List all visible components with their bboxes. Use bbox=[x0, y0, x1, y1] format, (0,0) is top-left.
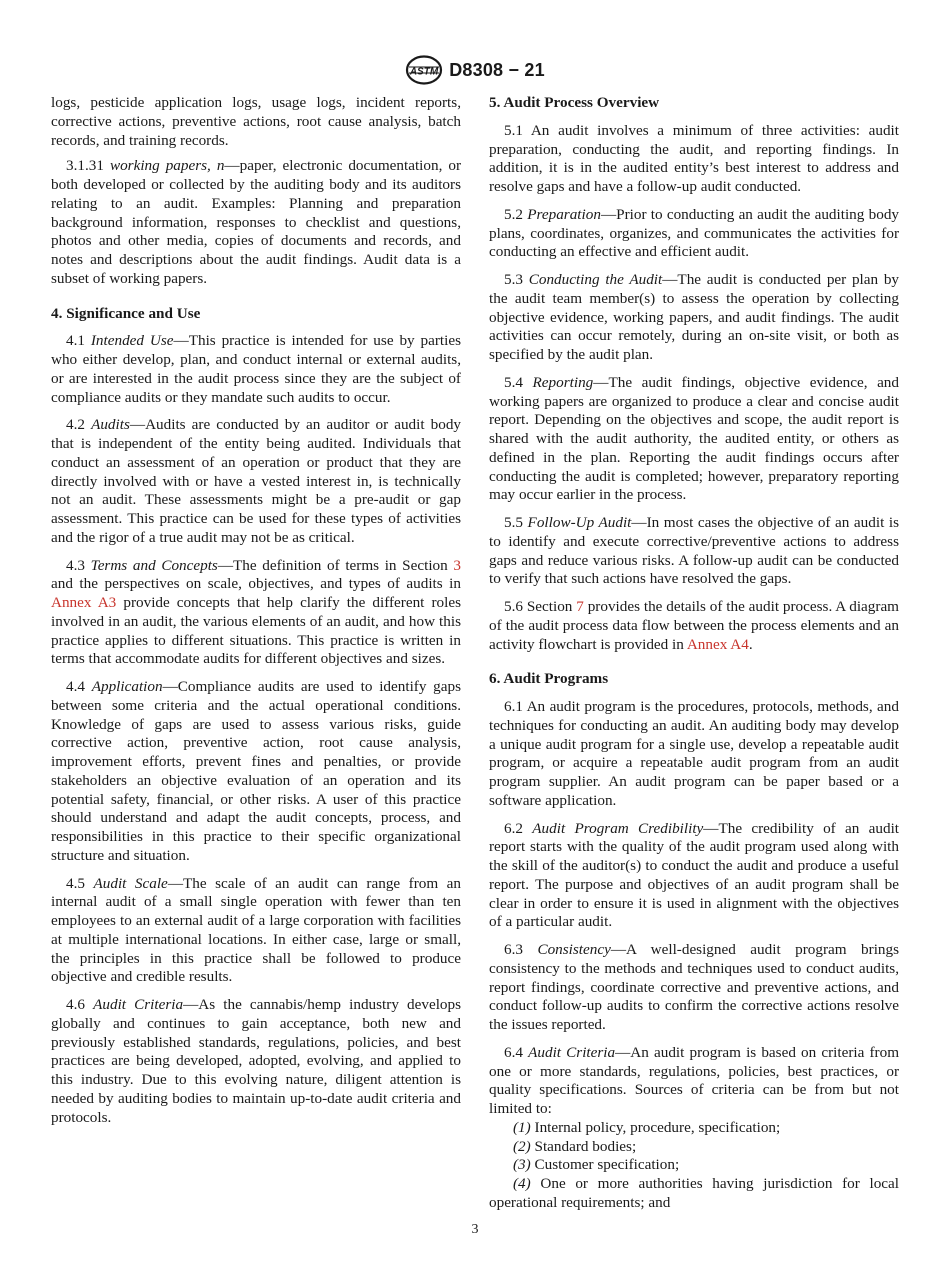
section-4-3: 4.3 Terms and Concepts—The definition of terms in Section 3 and the perspectives on scale, objectives, and types of audits in Annex A3 provide concepts that help clarify the different roles involved in an audit, the various elements of an audit, and how this practice applies to different situations. This practice is written in terms that accommodate audits for different objectives and sizes. bbox=[51, 556, 461, 668]
section-5-3: 5.3 Conducting the Audit—The audit is conducted per plan by the audit team member(s) to assess the operation by collecting objective evidence, working papers, and audit findings. The audit activities can occur remotely, during an on-site visit, or both as specified by the audit plan. bbox=[489, 271, 900, 363]
left-column bbox=[51, 94, 461, 1136]
section-4-2: 4.2 Audits—Audits are conducted by an auditor or audit body that is independent of the entity being audited. Individuals that conduct an assessment of an operation or product that they are directly involved with or have a vested interest in, is technically not an audit. These assessments might be a pre-audit or gap assessment. This practice can be used for these types of activities and the rigor of a true audit may not be as critical. bbox=[51, 416, 462, 546]
section-3-1-31: 3.1.31 working papers, n—paper, electronic documentation, or both developed or collected by the auditing body and its auditors relating to an audit. Examples: Planning and preparation background information, responses to checklist and questions, photos and other media, copies of documents and records, and notes and descriptions about the audit findings. Audit data is a subset of working papers. bbox=[51, 157, 462, 287]
section-4-4: 4.4 Application—Compliance audits are used to identify gaps between some criteria and the actual operational conditions. Knowledge of gaps are used to assess various risks, guide corrective action, preventive action, root cause analysis, improvement efforts, prevent fines and penalties, or provide stakeholders an objective evaluation of an operation and its potential safety, financial, or other risks. A user of this practice should understand and adapt the audit concepts, process, and responsibilities in this practice to their specific organizational structure and situation. bbox=[51, 678, 461, 864]
section-4-6: 4.6 Audit Criteria—As the cannabis/hemp industry develops globally and continues to gain acceptance, both new and previously established standards, regulations, policies, and best practices are being developed, adopted, evolving, and applied to this industry. Due to this evolving nature, diligent attention is needed by auditing bodies to maintain up-to-date audit criteria and protocols. bbox=[51, 996, 462, 1126]
list-item: (3) Customer specification; bbox=[513, 1156, 680, 1174]
section-5-5: 5.5 Follow-Up Audit—In most cases the objective of an audit is to identify and execute corrective/preventive actions to address gaps and reduce various risks. A follow-up audit can be conducted to verify that such actions have resolved the gaps. bbox=[489, 514, 899, 588]
section-6-3: 6.3 Consistency—A well-designed audit program brings consistency to the methods and techniques used to conduct audits, report findings, coordinate corrective and preventive actions, and conduct follow-up audits to confirm the corrective actions resolve the issues reported. bbox=[489, 941, 900, 1033]
section-7-link[interactable]: 7 bbox=[576, 598, 584, 615]
page-header bbox=[0, 55, 950, 85]
section-6-heading: 6. Audit Programs bbox=[489, 670, 609, 688]
svg-text:ASTM: ASTM bbox=[410, 66, 439, 78]
section-4-heading: 4. Significance and Use bbox=[51, 304, 201, 322]
section-5-2: 5.2 Preparation—Prior to conducting an audit the auditing body plans, coordinates, organizes, and communicates the activities for conducting an effective and efficient audit. bbox=[489, 205, 900, 261]
astm-logo-icon bbox=[405, 55, 443, 85]
section-5-4: 5.4 Reporting—The audit findings, objective evidence, and working papers are organized to produce a clear and concise audit report. Depending on the objectives and scope, the audit report is shared with the audit authority, the audited entity, or others as defined in the plan. Reporting the audit findings occurs after conducting the audit is completed; however, preparatory reporting may occur earlier in the process. bbox=[489, 373, 899, 504]
continued-paragraph: logs, pesticide application logs, usage logs, incident reports, corrective actions, preventive actions, root cause analysis, batch records, and training records. bbox=[51, 94, 461, 149]
standard-designation: D8308 − 21 bbox=[449, 59, 545, 80]
list-item: (2) Standard bodies; bbox=[513, 1137, 637, 1155]
section-5-6: 5.6 Section 7 provides the details of the audit process. A diagram of the audit process data flow between the process elements and an activity flowchart is provided in Annex A4. bbox=[489, 598, 900, 653]
section-4-1: 4.1 Intended Use—This practice is intended for use by parties who either develop, plan, and conduct internal or external audits, or are interested in the audit process since they are the subject of compliance audits or they mandate such audits to occur. bbox=[51, 332, 461, 406]
section-3-link[interactable]: 3 bbox=[453, 556, 461, 574]
annex-a4-link[interactable]: Annex A4 bbox=[686, 635, 749, 653]
annex-a3-link[interactable]: Annex A3 bbox=[51, 594, 117, 611]
section-6-4: 6.4 Audit Criteria—An audit program is based on criteria from one or more standards, regulations, policies, best practices, or quality specifications. Sources of criteria can be from but not limited to: bbox=[489, 1043, 900, 1117]
right-column bbox=[489, 94, 899, 1213]
page-number: 3 bbox=[471, 1222, 479, 1237]
section-6-2: 6.2 Audit Program Credibility—The credibility of an audit report starts with the quality of the audit program used along with the skill of the auditor(s) to conduct the audit and produce a useful report. The purpose and objectives of an audit program shall be clear in order to ensure it is used in alignment with the objectives of a particular audit. bbox=[489, 819, 900, 931]
section-5-1: 5.1 An audit involves a minimum of three activities: audit preparation, conducting the audit, and reporting findings. In addition, it is in the audited entity’s best interest to address and resolve gaps and have a follow-up audit conducted. bbox=[489, 121, 899, 195]
list-item: (1) Internal policy, procedure, specification; bbox=[513, 1118, 781, 1136]
section-6-1: 6.1 An audit program is the procedures, protocols, methods, and techniques for conducting an audit. An auditing body may develop a unique audit program for a single use, develop a repeatable audit program, or acquire a repeatable audit program from an audit program supplier. An audit program can be paper based or a software application. bbox=[489, 698, 899, 809]
section-4-5: 4.5 Audit Scale—The scale of an audit can range from an internal audit of a small single operation with fewer than ten employees to an external audit of a large corporation with facilities at multiple international locations. In either case, large or small, the principles in this practice shall be followed to produce objective and credible results. bbox=[51, 874, 462, 986]
list-item: (4) One or more authorities having jurisdiction for local operational requirements; and bbox=[489, 1175, 899, 1211]
section-5-heading: 5. Audit Process Overview bbox=[489, 94, 660, 111]
